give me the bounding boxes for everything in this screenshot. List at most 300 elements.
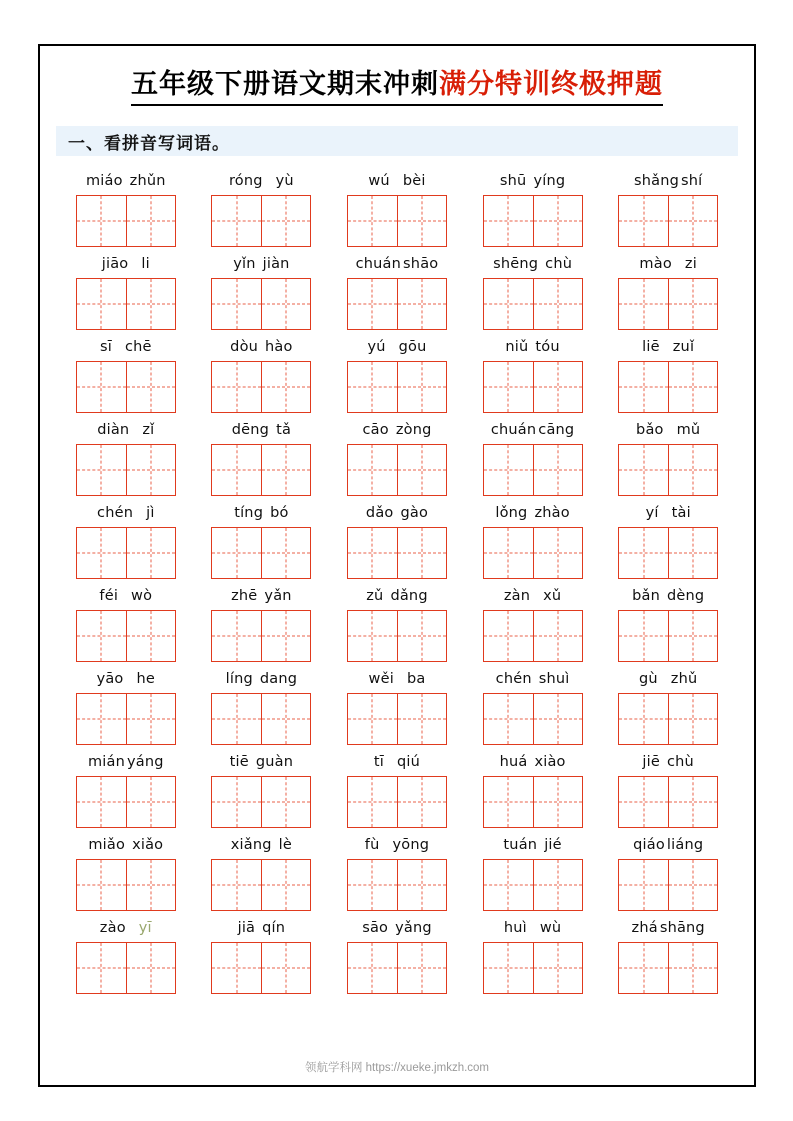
exercise-item (465, 498, 601, 581)
tianzige-square[interactable] (484, 445, 533, 495)
tianzige-square[interactable] (668, 694, 717, 744)
tianzige-square[interactable] (619, 362, 668, 412)
tianzige-square[interactable] (126, 528, 175, 578)
tianzige-writing-box[interactable] (618, 693, 718, 745)
tianzige-square[interactable] (533, 196, 582, 246)
pinyin-prompt (71, 587, 181, 606)
tianzige-square[interactable] (261, 860, 310, 910)
pinyin-syllable: cāo (362, 422, 389, 438)
pinyin-prompt (342, 338, 452, 357)
tianzige-square[interactable] (77, 445, 126, 495)
pinyin-syllable: dang (259, 671, 298, 687)
tianzige-square[interactable] (126, 279, 175, 329)
tianzige-square[interactable] (212, 528, 261, 578)
pinyin-syllable: tiē (229, 754, 249, 770)
tianzige-square[interactable] (397, 694, 446, 744)
exercise-item (194, 747, 330, 830)
pinyin-prompt (71, 753, 181, 772)
tianzige-writing-box[interactable] (483, 693, 583, 745)
tianzige-square[interactable] (77, 279, 126, 329)
pinyin-prompt (478, 504, 588, 523)
pinyin-prompt (613, 836, 723, 855)
tianzige-square[interactable] (261, 694, 310, 744)
tianzige-writing-box[interactable] (618, 361, 718, 413)
exercise-item (194, 581, 330, 664)
tianzige-square[interactable] (348, 694, 397, 744)
pinyin-syllable: xiào (534, 754, 566, 770)
tianzige-square[interactable] (261, 196, 310, 246)
exercise-item (600, 415, 736, 498)
pinyin-syllable: yù (275, 173, 294, 189)
exercise-item (465, 830, 601, 913)
worksheet-page (38, 44, 756, 1087)
tianzige-square[interactable] (533, 694, 582, 744)
pinyin-syllable: zuǐ (672, 339, 695, 355)
exercise-item (58, 747, 194, 830)
pinyin-syllable: tíng (234, 505, 264, 521)
pinyin-syllable: gōu (398, 339, 427, 355)
exercise-item (329, 498, 465, 581)
section-heading-bar (56, 126, 738, 156)
tianzige-square[interactable] (348, 445, 397, 495)
tianzige-writing-box[interactable] (76, 527, 176, 579)
pinyin-syllable: chù (667, 754, 694, 770)
pinyin-prompt (613, 172, 723, 191)
pinyin-prompt (71, 172, 181, 191)
tianzige-square[interactable] (397, 196, 446, 246)
pinyin-prompt (71, 255, 181, 274)
tianzige-square[interactable] (212, 362, 261, 412)
tianzige-square[interactable] (261, 528, 310, 578)
tianzige-square[interactable] (668, 445, 717, 495)
pinyin-prompt (478, 836, 588, 855)
pinyin-syllable: zhá (631, 920, 658, 936)
tianzige-square[interactable] (668, 611, 717, 661)
tianzige-square[interactable] (484, 860, 533, 910)
tianzige-square[interactable] (619, 943, 668, 993)
exercise-item (194, 830, 330, 913)
tianzige-square[interactable] (212, 694, 261, 744)
tianzige-square[interactable] (533, 528, 582, 578)
pinyin-prompt (206, 421, 316, 440)
pinyin-syllable: shǎng (633, 173, 680, 189)
tianzige-writing-box[interactable] (483, 278, 583, 330)
tianzige-writing-box[interactable] (76, 444, 176, 496)
tianzige-writing-box[interactable] (618, 195, 718, 247)
pinyin-prompt (613, 919, 723, 938)
pinyin-syllable: jiāo (101, 256, 129, 272)
pinyin-prompt (613, 670, 723, 689)
exercise-item (329, 332, 465, 415)
tianzige-square[interactable] (397, 943, 446, 993)
tianzige-writing-box[interactable] (347, 693, 447, 745)
exercise-item (58, 166, 194, 249)
pinyin-syllable: fù (364, 837, 380, 853)
tianzige-writing-box[interactable] (211, 942, 311, 994)
tianzige-square[interactable] (484, 777, 533, 827)
tianzige-square[interactable] (212, 445, 261, 495)
tianzige-square[interactable] (261, 943, 310, 993)
tianzige-writing-box[interactable] (347, 444, 447, 496)
pinyin-syllable: zhào (534, 505, 570, 521)
exercise-item (194, 664, 330, 747)
tianzige-square[interactable] (126, 196, 175, 246)
tianzige-square[interactable] (397, 860, 446, 910)
pinyin-syllable: bèi (402, 173, 426, 189)
exercise-item (329, 581, 465, 664)
tianzige-square[interactable] (397, 445, 446, 495)
exercise-item (600, 581, 736, 664)
exercise-item (600, 747, 736, 830)
page-title-red: 满分特训终极押题 (439, 69, 663, 99)
pinyin-syllable: jiā (237, 920, 256, 936)
tianzige-writing-box[interactable] (76, 693, 176, 745)
pinyin-syllable: zǔ (366, 588, 384, 604)
tianzige-writing-box[interactable] (618, 776, 718, 828)
exercise-item (194, 913, 330, 996)
tianzige-square[interactable] (619, 860, 668, 910)
exercise-item (600, 498, 736, 581)
exercise-item (600, 664, 736, 747)
pinyin-prompt (613, 753, 723, 772)
tianzige-square[interactable] (619, 445, 668, 495)
tianzige-writing-box[interactable] (211, 859, 311, 911)
tianzige-square[interactable] (619, 196, 668, 246)
tianzige-writing-box[interactable] (347, 610, 447, 662)
tianzige-square[interactable] (533, 445, 582, 495)
tianzige-square[interactable] (619, 777, 668, 827)
pinyin-syllable: tóu (535, 339, 560, 355)
tianzige-writing-box[interactable] (618, 278, 718, 330)
tianzige-square[interactable] (261, 611, 310, 661)
page-title (131, 62, 663, 106)
tianzige-square[interactable] (126, 445, 175, 495)
tianzige-writing-box[interactable] (211, 361, 311, 413)
tianzige-square[interactable] (261, 279, 310, 329)
tianzige-square[interactable] (397, 777, 446, 827)
exercise-item (465, 415, 601, 498)
tianzige-writing-box[interactable] (211, 693, 311, 745)
pinyin-syllable: tǎ (276, 422, 292, 438)
tianzige-writing-box[interactable] (483, 859, 583, 911)
tianzige-square[interactable] (261, 445, 310, 495)
pinyin-prompt (478, 255, 588, 274)
exercise-item (58, 913, 194, 996)
pinyin-prompt (206, 587, 316, 606)
tianzige-square[interactable] (126, 777, 175, 827)
exercise-item (465, 747, 601, 830)
tianzige-writing-box[interactable] (483, 527, 583, 579)
tianzige-square[interactable] (619, 694, 668, 744)
pinyin-syllable: lǒng (495, 505, 528, 521)
pinyin-prompt (71, 670, 181, 689)
pinyin-prompt (206, 504, 316, 523)
tianzige-square[interactable] (348, 860, 397, 910)
tianzige-writing-box[interactable] (483, 776, 583, 828)
tianzige-square[interactable] (348, 777, 397, 827)
pinyin-prompt (342, 670, 452, 689)
pinyin-syllable: shāo (403, 256, 439, 272)
pinyin-syllable: ba (406, 671, 426, 687)
tianzige-square[interactable] (397, 528, 446, 578)
tianzige-writing-box[interactable] (347, 859, 447, 911)
pinyin-prompt (342, 172, 452, 191)
pinyin-syllable: yǎn (264, 588, 292, 604)
pinyin-syllable: chuán (490, 422, 537, 438)
tianzige-square[interactable] (212, 943, 261, 993)
pinyin-syllable: zhǔ (670, 671, 698, 687)
exercise-item (600, 166, 736, 249)
pinyin-syllable: zi (684, 256, 697, 272)
pinyin-syllable: tuán (503, 837, 538, 853)
tianzige-square[interactable] (77, 694, 126, 744)
tianzige-square[interactable] (77, 196, 126, 246)
tianzige-square[interactable] (484, 528, 533, 578)
tianzige-square[interactable] (668, 777, 717, 827)
pinyin-prompt (71, 504, 181, 523)
pinyin-prompt (206, 753, 316, 772)
tianzige-square[interactable] (533, 362, 582, 412)
tianzige-square[interactable] (77, 860, 126, 910)
tianzige-writing-box[interactable] (618, 527, 718, 579)
tianzige-writing-box[interactable] (211, 776, 311, 828)
tianzige-writing-box[interactable] (76, 278, 176, 330)
tianzige-writing-box[interactable] (483, 195, 583, 247)
pinyin-prompt (478, 421, 588, 440)
tianzige-square[interactable] (484, 279, 533, 329)
pinyin-syllable: dēng (231, 422, 270, 438)
section-heading-label: 一、看拼音写词语。 (68, 133, 230, 153)
exercise-item (600, 830, 736, 913)
pinyin-syllable: guàn (255, 754, 294, 770)
tianzige-square[interactable] (533, 777, 582, 827)
tianzige-square[interactable] (484, 943, 533, 993)
pinyin-syllable: shū (499, 173, 527, 189)
tianzige-writing-box[interactable] (211, 527, 311, 579)
exercise-item (600, 249, 736, 332)
pinyin-prompt (478, 919, 588, 938)
pinyin-prompt (71, 421, 181, 440)
pinyin-syllable: xǔ (543, 588, 562, 604)
pinyin-syllable: shāng (659, 920, 705, 936)
tianzige-square[interactable] (619, 279, 668, 329)
exercise-item (58, 415, 194, 498)
tianzige-square[interactable] (212, 777, 261, 827)
pinyin-prompt (206, 670, 316, 689)
tianzige-square[interactable] (348, 528, 397, 578)
pinyin-syllable: zòng (395, 422, 432, 438)
tianzige-square[interactable] (348, 362, 397, 412)
pinyin-syllable: jiē (642, 754, 660, 770)
pinyin-syllable: miǎo (88, 837, 126, 853)
tianzige-writing-box[interactable] (618, 444, 718, 496)
tianzige-writing-box[interactable] (483, 942, 583, 994)
pinyin-syllable: yí (645, 505, 659, 521)
pinyin-prompt (613, 421, 723, 440)
exercise-item (465, 913, 601, 996)
tianzige-writing-box[interactable] (76, 942, 176, 994)
pinyin-syllable: chén (97, 505, 134, 521)
pinyin-syllable: qín (262, 920, 286, 936)
tianzige-writing-box[interactable] (483, 361, 583, 413)
pinyin-syllable: wěi (368, 671, 394, 687)
tianzige-square[interactable] (484, 196, 533, 246)
pinyin-syllable: yíng (533, 173, 566, 189)
pinyin-syllable: sāo (362, 920, 389, 936)
pinyin-syllable: huá (499, 754, 528, 770)
tianzige-square[interactable] (261, 362, 310, 412)
tianzige-square[interactable] (126, 694, 175, 744)
exercise-item (58, 664, 194, 747)
tianzige-square[interactable] (533, 611, 582, 661)
pinyin-syllable: niǔ (505, 339, 529, 355)
tianzige-writing-box[interactable] (347, 195, 447, 247)
exercise-item (600, 913, 736, 996)
pinyin-prompt (206, 338, 316, 357)
pinyin-syllable: bǎn (632, 588, 660, 604)
pinyin-exercise-grid (58, 166, 736, 996)
tianzige-square[interactable] (348, 943, 397, 993)
tianzige-square[interactable] (126, 611, 175, 661)
tianzige-square[interactable] (533, 860, 582, 910)
pinyin-syllable: liáng (666, 837, 704, 853)
exercise-item (329, 415, 465, 498)
pinyin-syllable: hào (265, 339, 293, 355)
tianzige-square[interactable] (261, 777, 310, 827)
pinyin-syllable: dèng (666, 588, 705, 604)
tianzige-writing-box[interactable] (76, 361, 176, 413)
pinyin-prompt (613, 255, 723, 274)
pinyin-syllable: chén (495, 671, 532, 687)
tianzige-square[interactable] (619, 528, 668, 578)
tianzige-writing-box[interactable] (211, 610, 311, 662)
tianzige-writing-box[interactable] (618, 610, 718, 662)
pinyin-syllable: zào (99, 920, 126, 936)
tianzige-writing-box[interactable] (76, 610, 176, 662)
pinyin-syllable: chuán (355, 256, 402, 272)
tianzige-writing-box[interactable] (211, 195, 311, 247)
pinyin-syllable: gù (638, 671, 658, 687)
pinyin-syllable: róng (228, 173, 263, 189)
tianzige-writing-box[interactable] (618, 859, 718, 911)
pinyin-syllable: dǎo (365, 505, 394, 521)
pinyin-syllable: cāng (538, 422, 575, 438)
tianzige-square[interactable] (619, 611, 668, 661)
tianzige-writing-box[interactable] (211, 278, 311, 330)
pinyin-syllable: zǐ (142, 422, 155, 438)
tianzige-square[interactable] (126, 943, 175, 993)
tianzige-square[interactable] (484, 694, 533, 744)
pinyin-syllable: zhē (231, 588, 258, 604)
pinyin-syllable: yāo (96, 671, 124, 687)
pinyin-syllable: qiú (397, 754, 421, 770)
tianzige-writing-box[interactable] (347, 361, 447, 413)
tianzige-writing-box[interactable] (618, 942, 718, 994)
tianzige-writing-box[interactable] (347, 776, 447, 828)
pinyin-syllable: miáo (85, 173, 123, 189)
pinyin-syllable: yǐn (233, 256, 256, 272)
tianzige-square[interactable] (668, 528, 717, 578)
pinyin-syllable: shēng (493, 256, 539, 272)
pinyin-syllable: diàn (97, 422, 130, 438)
pinyin-syllable: wù (539, 920, 562, 936)
tianzige-square[interactable] (668, 943, 717, 993)
pinyin-syllable: wú (368, 173, 390, 189)
pinyin-prompt (342, 836, 452, 855)
tianzige-square[interactable] (126, 860, 175, 910)
pinyin-syllable: mào (639, 256, 672, 272)
tianzige-square[interactable] (668, 196, 717, 246)
pinyin-syllable: liē (642, 339, 660, 355)
pinyin-syllable: bó (270, 505, 289, 521)
pinyin-syllable: jì (146, 505, 155, 521)
tianzige-square[interactable] (668, 279, 717, 329)
tianzige-square[interactable] (77, 611, 126, 661)
pinyin-prompt (206, 172, 316, 191)
pinyin-prompt (206, 255, 316, 274)
tianzige-square[interactable] (77, 528, 126, 578)
tianzige-square[interactable] (397, 611, 446, 661)
tianzige-writing-box[interactable] (76, 776, 176, 828)
pinyin-syllable: zàn (503, 588, 531, 604)
pinyin-syllable: jié (544, 837, 562, 853)
tianzige-square[interactable] (77, 777, 126, 827)
exercise-item (465, 664, 601, 747)
tianzige-square[interactable] (348, 611, 397, 661)
tianzige-square[interactable] (77, 943, 126, 993)
exercise-item (600, 332, 736, 415)
pinyin-syllable: chù (545, 256, 573, 272)
tianzige-square[interactable] (348, 196, 397, 246)
tianzige-square[interactable] (397, 279, 446, 329)
tianzige-square[interactable] (77, 362, 126, 412)
tianzige-square[interactable] (668, 860, 717, 910)
tianzige-writing-box[interactable] (347, 942, 447, 994)
tianzige-square[interactable] (533, 943, 582, 993)
tianzige-writing-box[interactable] (76, 195, 176, 247)
tianzige-square[interactable] (212, 196, 261, 246)
tianzige-square[interactable] (484, 611, 533, 661)
pinyin-syllable: yī (138, 920, 152, 936)
tianzige-square[interactable] (212, 611, 261, 661)
tianzige-square[interactable] (668, 362, 717, 412)
tianzige-writing-box[interactable] (347, 278, 447, 330)
tianzige-square[interactable] (484, 362, 533, 412)
pinyin-syllable: mián (87, 754, 125, 770)
pinyin-syllable: bǎo (636, 422, 664, 438)
exercise-item (58, 249, 194, 332)
pinyin-prompt (478, 587, 588, 606)
tianzige-writing-box[interactable] (483, 444, 583, 496)
tianzige-square[interactable] (533, 279, 582, 329)
tianzige-square[interactable] (397, 362, 446, 412)
pinyin-syllable: jiàn (262, 256, 290, 272)
exercise-item (194, 166, 330, 249)
tianzige-square[interactable] (212, 860, 261, 910)
tianzige-writing-box[interactable] (347, 527, 447, 579)
tianzige-square[interactable] (212, 279, 261, 329)
exercise-item (329, 747, 465, 830)
pinyin-prompt (342, 919, 452, 938)
tianzige-writing-box[interactable] (483, 610, 583, 662)
exercise-item (329, 913, 465, 996)
tianzige-square[interactable] (348, 279, 397, 329)
exercise-item (194, 415, 330, 498)
tianzige-square[interactable] (126, 362, 175, 412)
tianzige-writing-box[interactable] (211, 444, 311, 496)
tianzige-writing-box[interactable] (76, 859, 176, 911)
pinyin-prompt (206, 919, 316, 938)
